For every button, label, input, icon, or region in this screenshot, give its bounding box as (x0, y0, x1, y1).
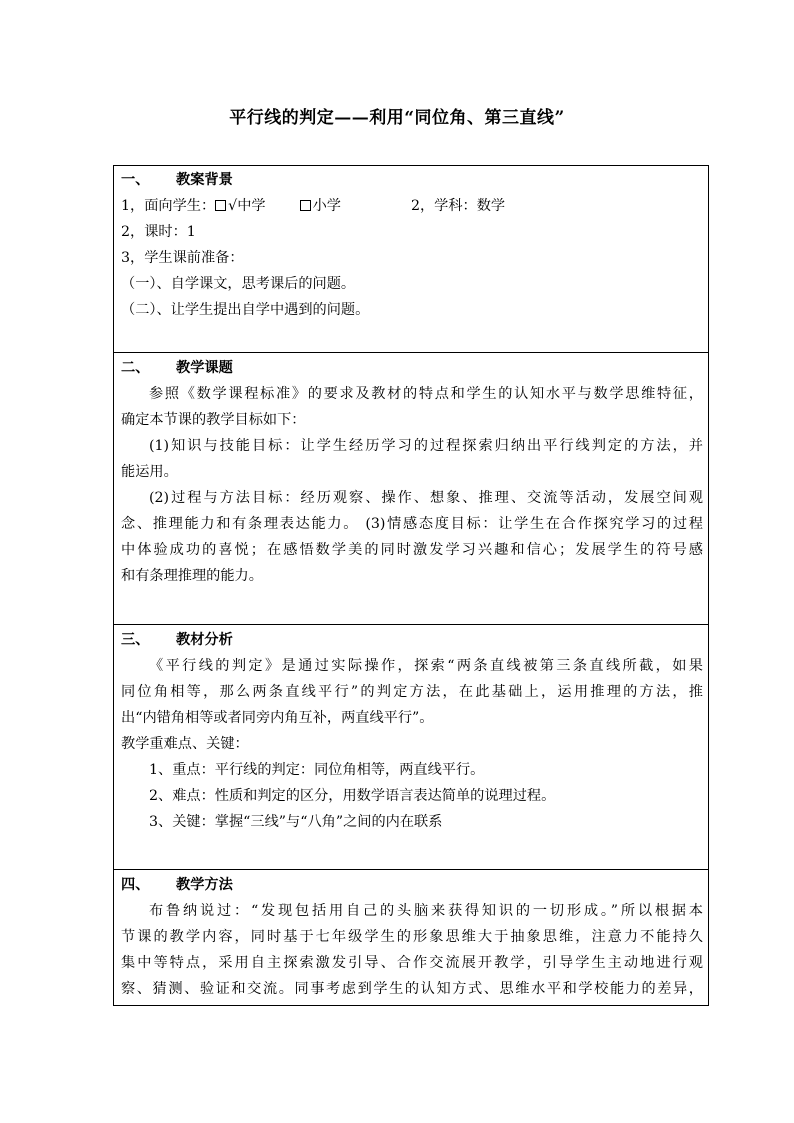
audience-row (121, 193, 703, 219)
checkbox-icon[interactable] (300, 200, 311, 211)
paragraph-line: 参照《数学课程标准》的要求及教材的特点和学生的认知水平与数学思维特征， (149, 386, 703, 402)
list-item: 1、重点：平行线的判定：同位角相等，两直线平行。 (149, 762, 485, 778)
section-title: 教材分析 (176, 632, 233, 648)
section-heading (121, 872, 703, 898)
table-border-bottom (113, 1005, 709, 1006)
paragraph-line: 察、猜测、验证和交流。同事考虑到学生的认知方式、思维水平和学校能力的差异， (121, 981, 703, 997)
table-border-top (113, 165, 709, 166)
row-divider-1 (113, 352, 709, 353)
section-number: 四、 (121, 877, 150, 893)
paragraph-line: 同位角相等，那么两条直线平行”的判定方法，在此基础上，运用推理的方法，推 (121, 684, 703, 700)
prep-item: （二）、让学生提出自学中遇到的问题。 (121, 302, 370, 318)
paragraph-line: 教学重难点、关键： (121, 736, 249, 752)
section-background (121, 167, 703, 323)
page-title: 平行线的判定——利用“同位角、第三直线” (229, 108, 565, 128)
section-title: 教案背景 (176, 172, 233, 188)
paragraph-line: 布鲁纳说过：“发现包括用自己的头脑来获得知识的一切形成。”所以根据本 (149, 903, 703, 919)
section-number: 一、 (121, 172, 150, 188)
section-title: 教学课题 (176, 360, 233, 376)
section-number: 三、 (121, 632, 150, 648)
paragraph-line: 能运用。 (121, 464, 178, 480)
prep-line: 3，学生课前准备： (121, 250, 244, 266)
section-heading (121, 167, 703, 193)
row-divider-3 (113, 869, 709, 870)
list-item: 2、难点：性质和判定的区分，用数学语言表达简单的说理过程。 (149, 788, 556, 804)
section-heading (121, 355, 703, 381)
row-divider-2 (113, 624, 709, 625)
paragraph-line: 出“内错角相等或者同旁内角互补，两直线平行”。 (121, 710, 434, 726)
paragraph-line: 集中等特点，采用自主探索激发引导、合作交流展开教学，引导学生主动地进行观 (121, 955, 703, 971)
hours-line: 2，课时：1 (121, 224, 196, 240)
paragraph-line: (1)知识与技能目标：让学生经历学习的过程探索归纳出平行线判定的方法，并 (149, 438, 703, 454)
section-heading (121, 627, 703, 653)
paragraph-line: 节课的教学内容，同时基于七年级学生的形象思维大于抽象思维，注意力不能持久 (121, 929, 703, 945)
section-teaching-method (121, 872, 703, 1002)
section-title: 教学方法 (176, 877, 233, 893)
checkbox-icon[interactable] (215, 200, 226, 211)
option-middle-school: √中学 (228, 198, 266, 214)
section-topic (121, 355, 703, 589)
section-material-analysis (121, 627, 703, 835)
list-item: 3、关键：掌握“三线”与“八角”之间的内在联系 (149, 814, 443, 830)
prep-item: （一）、自学课文，思考课后的问题。 (121, 276, 356, 292)
paragraph-line: 和有条理推理的能力。 (121, 568, 263, 584)
option-primary-school: 小学 (312, 198, 341, 214)
section-number: 二、 (121, 360, 150, 376)
paragraph-line: 中体验成功的喜悦；在感悟数学美的同时激发学习兴趣和信心；发展学生的符号感 (121, 542, 703, 558)
subject-label: 2，学科：数学 (410, 198, 506, 214)
paragraph-line: 《平行线的判定》是通过实际操作，探索“两条直线被第三条直线所截，如果 (149, 658, 703, 674)
paragraph-line: 念、推理能力和有条理表达能力。 (3)情感态度目标：让学生在合作探究学习的过程 (121, 516, 703, 532)
paragraph-line: (2)过程与方法目标：经历观察、操作、想象、推理、交流等活动，发展空间观 (149, 490, 703, 506)
paragraph-line: 确定本节课的教学目标如下： (121, 412, 306, 428)
audience-label: 1，面向学生： (121, 198, 216, 214)
